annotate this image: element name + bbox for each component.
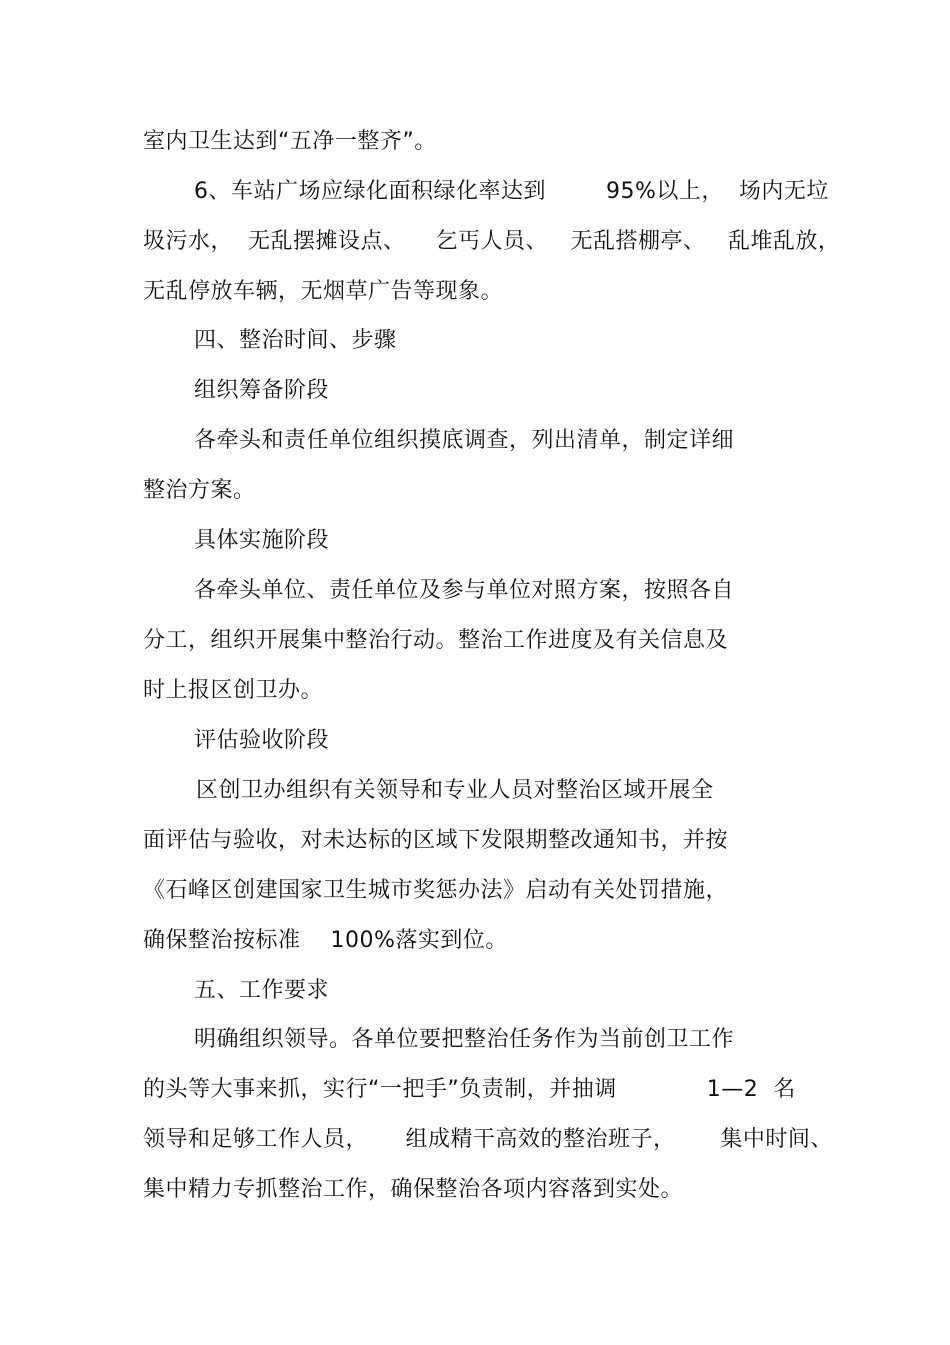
paragraph-line: 室内卫生达到“五净一整齐”。 bbox=[143, 129, 437, 154]
subsection-heading: 具体实施阶段 bbox=[194, 528, 330, 553]
section-heading: 五、工作要求 bbox=[194, 978, 330, 1003]
paragraph-line: 分工，组织开展集中整治行动。整治工作进度及有关信息及 bbox=[143, 628, 729, 653]
paragraph-line: 各牵头和责任单位组织摸底调查，列出清单，制定详细 bbox=[194, 428, 735, 453]
paragraph-line: 领导和足够工作人员， 组成精干高效的整治班子， 集中时间、 bbox=[143, 1127, 833, 1152]
paragraph-line: 无乱停放车辆，无烟草广告等现象。 bbox=[143, 279, 504, 304]
subsection-heading: 评估验收阶段 bbox=[194, 728, 330, 753]
paragraph-line: 确保整治按标准 100%落实到位。 bbox=[143, 928, 508, 953]
paragraph-line: 时上报区创卫办。 bbox=[143, 678, 324, 703]
paragraph-line: 区创卫办组织有关领导和专业人员对整治区域开展全 bbox=[196, 778, 714, 803]
paragraph-line: 《石峰区创建国家卫生城市奖惩办法》启动有关处罚措施， bbox=[143, 878, 729, 903]
paragraph-line: 圾污水， 无乱摆摊设点、 乞丐人员、 无乱搭棚亭、 乱堆乱放， bbox=[143, 229, 841, 254]
subsection-heading: 组织筹备阶段 bbox=[194, 378, 330, 403]
paragraph-line: 面评估与验收，对未达标的区域下发限期整改通知书，并按 bbox=[143, 828, 729, 853]
paragraph-line: 各牵头单位、责任单位及参与单位对照方案，按照各自 bbox=[194, 578, 735, 603]
paragraph-line: 集中精力专抓整治工作，确保整治各项内容落到实处。 bbox=[143, 1177, 684, 1202]
paragraph-line: 6、车站广场应绿化面积绿化率达到 95%以上， 场内无垃 bbox=[194, 179, 829, 204]
paragraph-line: 明确组织领导。各单位要把整治任务作为当前创卫工作 bbox=[194, 1027, 735, 1052]
paragraph-line: 的头等大事来抓，实行“一把手”负责制，并抽调 1—2 名 bbox=[143, 1077, 796, 1102]
paragraph-line: 整治方案。 bbox=[143, 478, 256, 503]
section-heading: 四、整治时间、步骤 bbox=[194, 328, 397, 353]
